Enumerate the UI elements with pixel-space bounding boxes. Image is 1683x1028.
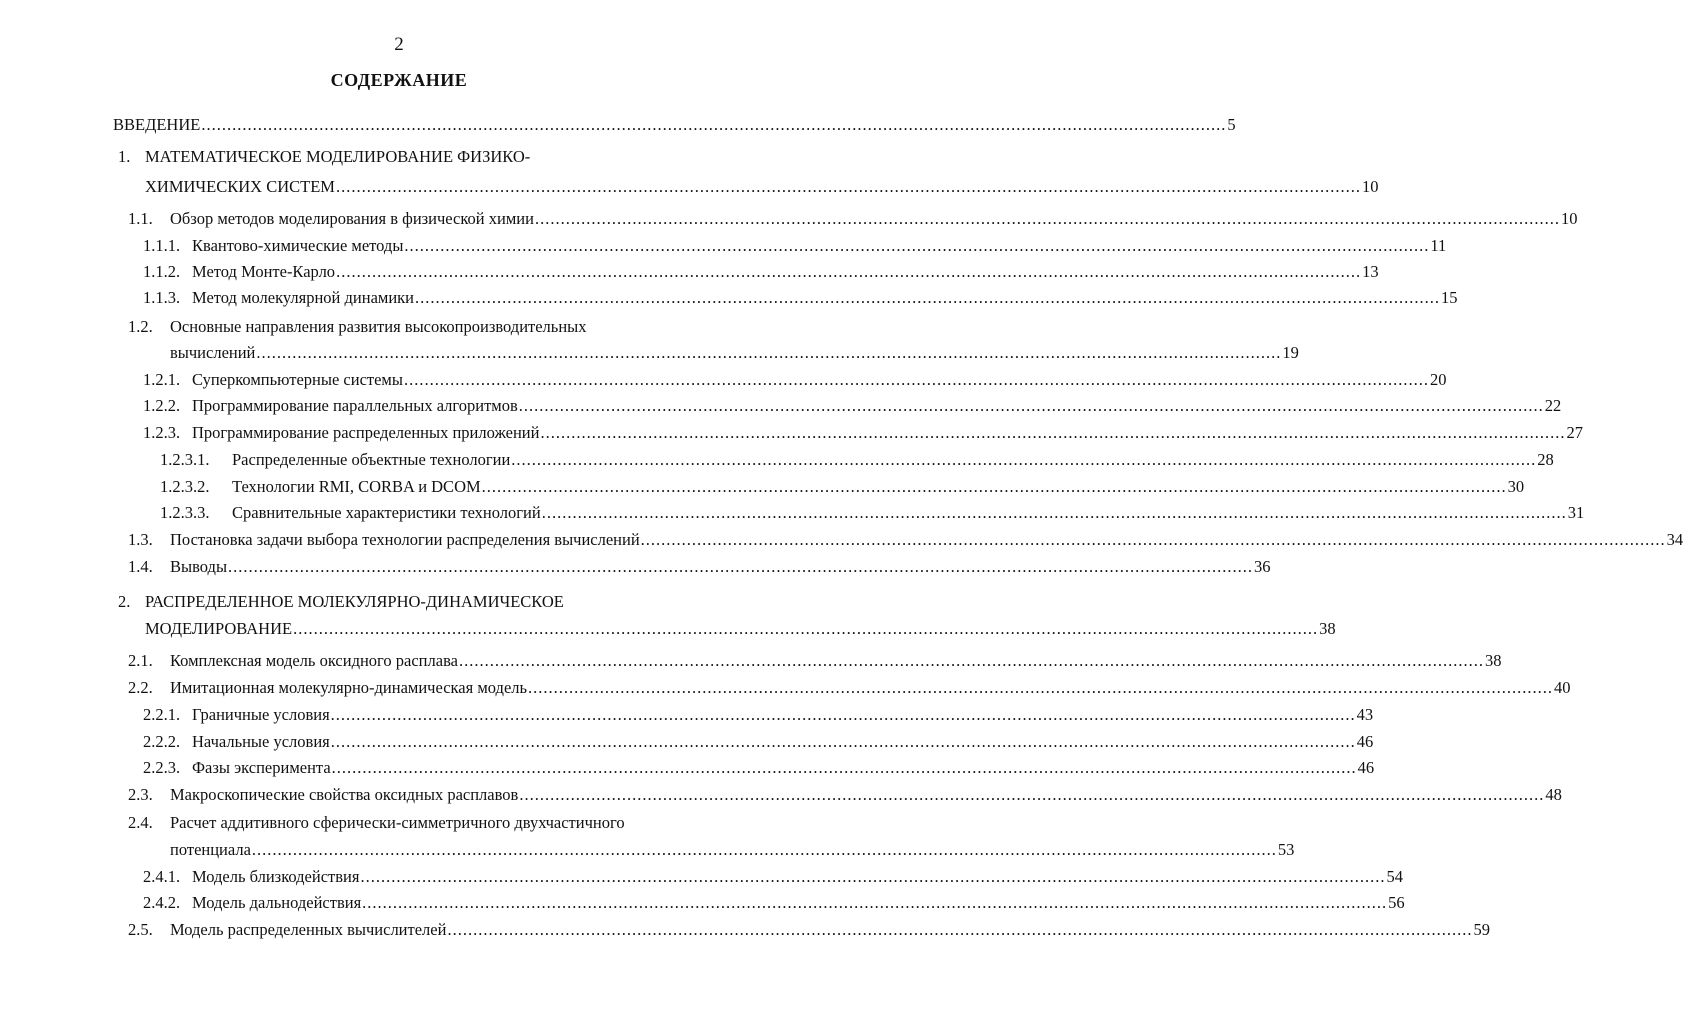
- toc-entry-number: 1.2.3.3.: [160, 503, 210, 522]
- toc-entry-title: Начальные условия: [192, 732, 330, 751]
- toc-entry-title: Программирование распределенных приложений: [192, 423, 540, 442]
- dot-leader: ........................................................................................................................................................................................................: [540, 423, 1566, 442]
- toc-entry-title: Фазы эксперимента: [192, 758, 331, 777]
- toc-entry[interactable]: [143, 370, 1447, 390]
- toc-entry-number: 2.5.: [128, 920, 153, 939]
- toc-entry-number: 1.1.1.: [143, 236, 181, 255]
- toc-entry-page: 10: [1560, 209, 1578, 228]
- toc-entry-title: Модель дальнодействия: [192, 893, 362, 912]
- toc-entry-page: 31: [1567, 503, 1585, 522]
- toc-entry[interactable]: [128, 651, 1502, 671]
- toc-entry[interactable]: [143, 732, 1374, 752]
- toc-entry-page: 56: [1388, 893, 1405, 912]
- toc-entry[interactable]: [143, 758, 1375, 778]
- toc-entry[interactable]: [143, 705, 1374, 725]
- toc-entry-number: 1.2.1.: [143, 370, 181, 389]
- toc-entry-title: Макроскопические свойства оксидных расплавов: [170, 785, 519, 804]
- toc-entry-title: Постановка задачи выбора технологии распределения вычислений: [170, 530, 640, 549]
- toc-entry-title: потенциала: [170, 840, 251, 859]
- dot-leader: ........................................................................................................................................................................................................: [404, 236, 1430, 255]
- toc-entry-title: Технологии RMI, CORBA и DCOM: [232, 477, 481, 496]
- toc-entry-title: Комплексная модель оксидного расплава: [170, 651, 458, 670]
- toc-entry-number: 2.4.: [128, 813, 153, 832]
- toc-entry-number: 2.2.1.: [143, 705, 181, 724]
- toc-entry-page: 19: [1282, 343, 1299, 362]
- toc-entry-number: 1.1.: [128, 209, 153, 228]
- toc-entry-number: 1.4.: [128, 557, 153, 576]
- dot-leader: ........................................................................................................................................................................................................: [415, 288, 1441, 307]
- toc-entry-page: 13: [1362, 262, 1379, 281]
- toc-entry-title: ВВЕДЕНИЕ: [113, 115, 201, 134]
- toc-entry-title: Суперкомпьютерные системы: [192, 370, 403, 389]
- toc-entry[interactable]: [145, 177, 1379, 197]
- toc-entry-page: 30: [1507, 477, 1525, 496]
- toc-entry[interactable]: [128, 785, 1562, 805]
- toc-entry-number: 1.2.: [128, 317, 153, 336]
- toc-entry-page: 38: [1484, 651, 1502, 670]
- toc-entry-title: Обзор методов моделирования в физической химии: [170, 209, 534, 228]
- toc-entry-number: 1.2.2.: [143, 396, 181, 415]
- toc-entry[interactable]: [143, 236, 1447, 256]
- toc-entry-number: 1.2.3.2.: [160, 477, 210, 496]
- dot-leader: ........................................................................................................................................................................................................: [458, 651, 1484, 670]
- toc-entry[interactable]: [170, 343, 1299, 363]
- toc-entry[interactable]: [143, 288, 1458, 308]
- toc-entry-number: 1.2.3.: [143, 423, 181, 442]
- toc-entry-title: Модель распределенных вычислителей: [170, 920, 447, 939]
- toc-entry-number: 2.1.: [128, 651, 153, 670]
- toc-entry-title: РАСПРЕДЕЛЕННОЕ МОЛЕКУЛЯРНО-ДИНАМИЧЕСКОЕ: [145, 592, 564, 611]
- toc-entry-number: 1.1.2.: [143, 262, 181, 281]
- toc-entry-page: 59: [1473, 920, 1490, 939]
- toc-entry[interactable]: [113, 115, 1236, 135]
- toc-entry[interactable]: [160, 450, 1554, 470]
- toc-entry-page: 5: [1227, 115, 1236, 134]
- toc-entry[interactable]: [128, 678, 1571, 698]
- dot-leader: ........................................................................................................................................................................................................: [447, 920, 1473, 939]
- dot-leader: ........................................................................................................................................................................................................: [228, 557, 1254, 576]
- dot-leader: ........................................................................................................................................................................................................: [481, 477, 1507, 496]
- toc-entry-title: Сравнительные характеристики технологий: [232, 503, 541, 522]
- toc-entry-number: 2.: [118, 592, 131, 611]
- toc-entry-number: 2.3.: [128, 785, 153, 804]
- toc-entry-page: 48: [1545, 785, 1562, 804]
- toc-entry-page: 46: [1357, 758, 1375, 777]
- toc-entry-page: 20: [1429, 370, 1447, 389]
- toc-entry-page: 15: [1441, 288, 1458, 307]
- toc-entry-page: 43: [1356, 705, 1374, 724]
- toc-entry-page: 11: [1430, 236, 1447, 255]
- dot-leader: ........................................................................................................................................................................................................: [330, 732, 1356, 751]
- dot-leader: ........................................................................................................................................................................................................: [403, 370, 1429, 389]
- toc-entry[interactable]: [170, 840, 1295, 860]
- toc-entry-page: 28: [1537, 450, 1554, 469]
- dot-leader: ........................................................................................................................................................................................................: [528, 678, 1554, 697]
- toc-entry-title: Метод молекулярной динамики: [192, 288, 415, 307]
- page-title: СОДЕРЖАНИЕ: [330, 70, 468, 90]
- dot-leader: ........................................................................................................................................................................................................: [360, 867, 1386, 886]
- dot-leader: ........................................................................................................................................................................................................: [256, 343, 1282, 362]
- toc-entry-number: 2.2.2.: [143, 732, 181, 751]
- toc-entry-title: МОДЕЛИРОВАНИЕ: [145, 619, 293, 638]
- dot-leader: ........................................................................................................................................................................................................: [640, 530, 1666, 549]
- toc-entry[interactable]: [143, 423, 1583, 443]
- dot-leader: ........................................................................................................................................................................................................: [251, 840, 1277, 859]
- dot-leader: ........................................................................................................................................................................................................: [331, 758, 1357, 777]
- toc-entry-title: МАТЕМАТИЧЕСКОЕ МОДЕЛИРОВАНИЕ ФИЗИКО-: [145, 147, 531, 166]
- toc-entry-number: 1.3.: [128, 530, 153, 549]
- toc-entry[interactable]: [160, 477, 1525, 497]
- toc-entry-number: 2.4.1.: [143, 867, 181, 886]
- toc-entry[interactable]: [128, 920, 1490, 940]
- toc-entry[interactable]: [128, 813, 625, 833]
- toc-entry-page: 46: [1356, 732, 1374, 751]
- toc-entry-title: Основные направления развития высокопроизводительных: [170, 317, 587, 336]
- dot-leader: ........................................................................................................................................................................................................: [518, 396, 1544, 415]
- toc-entry-page: 54: [1386, 867, 1403, 886]
- toc-entry-number: 2.4.2.: [143, 893, 181, 912]
- toc-entry-number: 2.2.3.: [143, 758, 181, 777]
- dot-leader: ........................................................................................................................................................................................................: [201, 115, 1227, 134]
- toc-entry-title: Выводы: [170, 557, 228, 576]
- toc-entry[interactable]: [145, 619, 1336, 639]
- toc-entry-page: 40: [1554, 678, 1571, 697]
- toc-entry-title: Квантово-химические методы: [192, 236, 404, 255]
- toc-entry-number: 1.1.3.: [143, 288, 181, 307]
- toc-entry[interactable]: [118, 147, 531, 167]
- toc-entry-title: Распределенные объектные технологии: [232, 450, 511, 469]
- dot-leader: ........................................................................................................................................................................................................: [541, 503, 1567, 522]
- toc-entry-number: 1.: [118, 147, 131, 166]
- toc-entry[interactable]: [160, 503, 1585, 523]
- toc-entry[interactable]: [143, 262, 1379, 282]
- toc-entry-title: Модель близкодействия: [192, 867, 360, 886]
- dot-leader: ........................................................................................................................................................................................................: [534, 209, 1560, 228]
- toc-entry-page: 27: [1566, 423, 1583, 442]
- toc-entry-title: Имитационная молекулярно-динамическая модель: [170, 678, 528, 697]
- dot-leader: ........................................................................................................................................................................................................: [362, 893, 1388, 912]
- page-number: 2: [394, 34, 404, 55]
- dot-leader: ........................................................................................................................................................................................................: [336, 262, 1362, 281]
- toc-entry[interactable]: [143, 396, 1562, 416]
- toc-entry[interactable]: [128, 557, 1271, 577]
- toc-entry-number: 2.2.: [128, 678, 153, 697]
- toc-entry[interactable]: [143, 893, 1405, 913]
- toc-entry[interactable]: [128, 317, 587, 337]
- toc-entry[interactable]: [128, 209, 1578, 229]
- toc-entry-title: Метод Монте-Карло: [192, 262, 336, 281]
- toc-entry-title: вычислений: [170, 343, 256, 362]
- toc-entry-page: 22: [1544, 396, 1562, 415]
- toc-entry[interactable]: [128, 530, 1683, 550]
- toc-entry-title: Программирование параллельных алгоритмов: [192, 396, 518, 415]
- toc-entry-title: ХИМИЧЕСКИХ СИСТЕМ: [145, 177, 335, 196]
- dot-leader: ........................................................................................................................................................................................................: [293, 619, 1319, 638]
- toc-entry-page: 53: [1277, 840, 1295, 859]
- toc-entry-page: 34: [1666, 530, 1683, 549]
- toc-entry-title: Расчет аддитивного сферически-симметричного двухчастичного: [170, 813, 625, 832]
- dot-leader: ........................................................................................................................................................................................................: [519, 785, 1545, 804]
- toc-entry[interactable]: [143, 867, 1403, 887]
- dot-leader: ........................................................................................................................................................................................................: [511, 450, 1537, 469]
- dot-leader: ........................................................................................................................................................................................................: [330, 705, 1356, 724]
- dot-leader: ........................................................................................................................................................................................................: [335, 177, 1361, 196]
- toc-entry-number: 1.2.3.1.: [160, 450, 210, 469]
- toc-entry-title: Граничные условия: [192, 705, 330, 724]
- toc-entry[interactable]: [118, 592, 564, 612]
- toc-entry-page: 36: [1254, 557, 1271, 576]
- toc-entry-page: 10: [1361, 177, 1379, 196]
- toc-entry-page: 38: [1319, 619, 1336, 638]
